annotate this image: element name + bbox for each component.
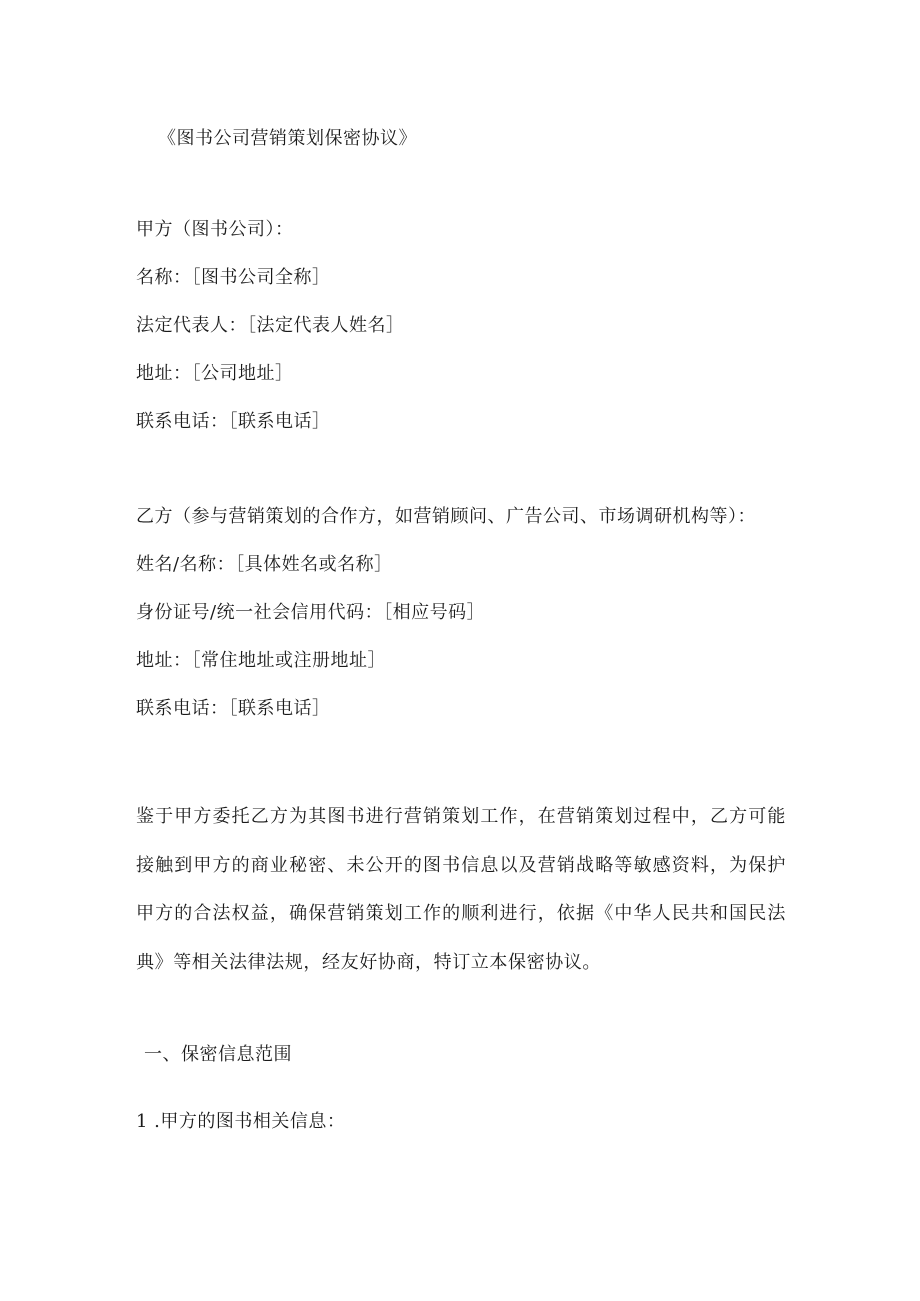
- party-a-heading: 甲方（图书公司）：: [136, 219, 294, 240]
- section-1-item-1: 1 .甲方的图书相关信息：: [136, 1111, 346, 1132]
- party-b-name: 姓名/名称：［具体姓名或名称］: [136, 554, 393, 575]
- document-title: 《图书公司营销策划保密协议》: [158, 128, 417, 149]
- section-1-heading: 一、保密信息范围: [144, 1044, 292, 1065]
- party-b-heading: 乙方（参与营销策划的合作方，如营销顾问、广告公司、市场调研机构等）：: [136, 506, 756, 527]
- party-a-address: 地址：［公司地址］: [136, 363, 294, 384]
- party-b-phone: 联系电话：［联系电话］: [136, 698, 331, 719]
- party-a-phone: 联系电话：［联系电话］: [136, 411, 331, 432]
- party-a-representative: 法定代表人：［法定代表人姓名］: [136, 315, 405, 336]
- party-b-id-number: 身份证号/统一社会信用代码：［相应号码］: [136, 602, 486, 623]
- party-b-address: 地址：［常住地址或注册地址］: [136, 650, 386, 671]
- preamble-paragraph: 鉴于甲方委托乙方为其图书进行营销策划工作，在营销策划过程中，乙方可能接触到甲方的商业秘密、未公开的图书信息以及营销战略等敏感资料，为保护甲方的合法权益，确保营销策划工作的顺利进行，依据《中华人民共和国民法典》等相关法律法规，经友好协商，特订立本保密协议。: [136, 806, 786, 973]
- party-a-name: 名称：［图书公司全称］: [136, 267, 331, 288]
